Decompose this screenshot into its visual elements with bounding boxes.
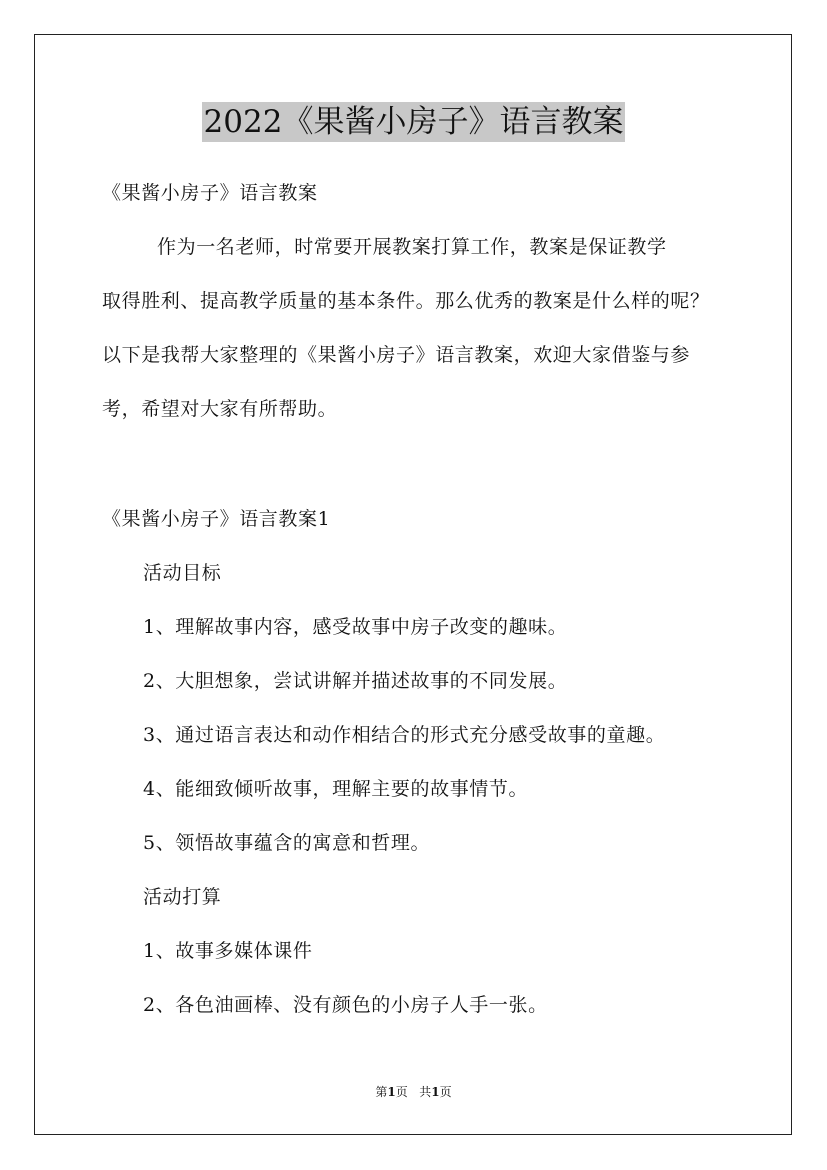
prep-heading: 活动打算 — [143, 886, 222, 908]
goal-item-3: 3、通过语言表达和动作相结合的形式充分感受故事的童趣。 — [143, 724, 666, 746]
intro-line-1: 作为一名老师，时常要开展教案打算工作，教案是保证教学 — [157, 236, 667, 258]
prep-item-2: 2、各色油画棒、没有颜色的小房子人手一张。 — [143, 994, 548, 1016]
footer-total-prefix: 共 — [419, 1085, 432, 1099]
goals-heading: 活动目标 — [143, 562, 222, 584]
intro-line-4: 考，希望对大家有所帮助。 — [102, 398, 338, 420]
footer-total-suffix: 页 — [439, 1085, 452, 1099]
goal-item-1: 1、理解故事内容，感受故事中房子改变的趣味。 — [143, 616, 568, 638]
footer-page-prefix: 第 — [375, 1085, 388, 1099]
goal-item-2: 2、大胆想象，尝试讲解并描述故事的不同发展。 — [143, 670, 568, 692]
prep-item-1: 1、故事多媒体课件 — [143, 940, 313, 962]
document-subtitle: 《果酱小房子》语言教案 — [102, 182, 318, 204]
section-heading: 《果酱小房子》语言教案1 — [102, 508, 331, 530]
footer-page-number: 1 — [387, 1085, 396, 1099]
page-footer — [0, 1084, 827, 1100]
footer-total-number: 1 — [431, 1085, 440, 1099]
intro-line-3: 以下是我帮大家整理的《果酱小房子》语言教案，欢迎大家借鉴与参 — [102, 344, 691, 366]
intro-line-2: 取得胜利、提高教学质量的基本条件。那么优秀的教案是什么样的呢？ — [102, 290, 710, 312]
footer-page-suffix: 页 — [395, 1085, 408, 1099]
document-title: 2022《果酱小房子》语言教案 — [203, 104, 624, 140]
title-container — [0, 102, 827, 142]
goal-item-5: 5、领悟故事蕴含的寓意和哲理。 — [143, 832, 431, 854]
goal-item-4: 4、能细致倾听故事，理解主要的故事情节。 — [143, 778, 529, 800]
